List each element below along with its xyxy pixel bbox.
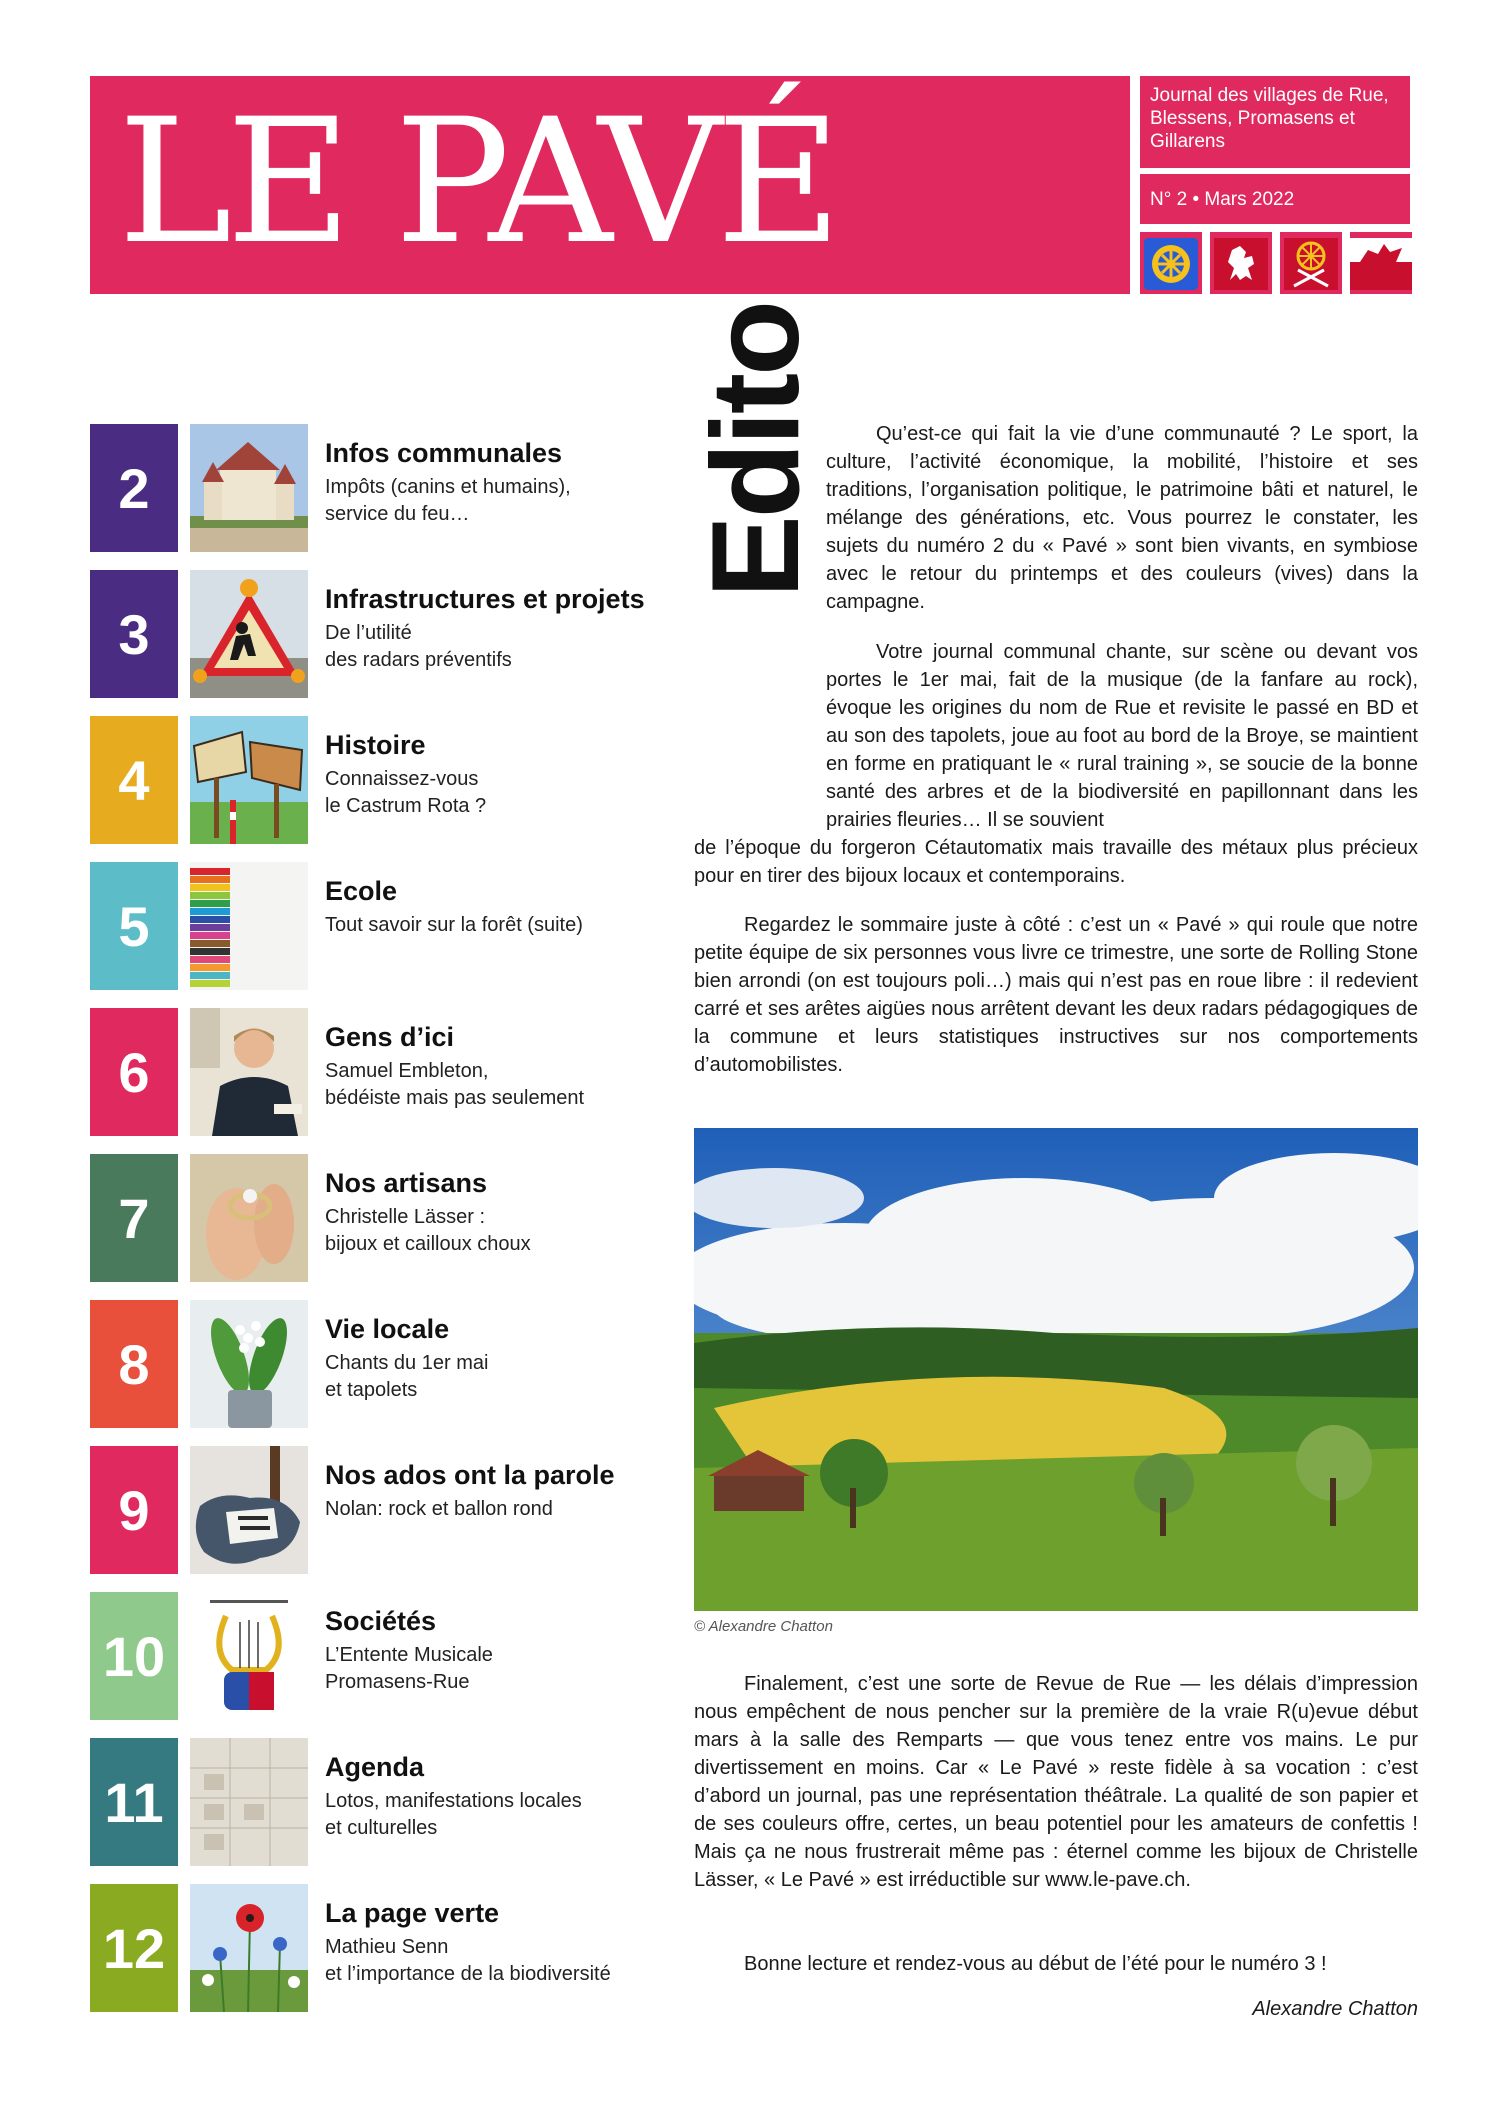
wildflowers-photo	[190, 1884, 308, 2012]
toc-title: Nos artisans	[325, 1168, 488, 1198]
toc-item[interactable]	[90, 1884, 650, 2012]
newspaper-title: LE PAVÉ	[118, 81, 836, 282]
toc-description: Samuel Embleton, bédéiste mais pas seulement	[325, 1060, 585, 1109]
toc-item[interactable]	[90, 424, 650, 552]
photo-credit: © Alexandre Chatton	[694, 1618, 833, 1635]
toc-item[interactable]	[90, 1154, 650, 1282]
edito-closing: Bonne lecture et rendez-vous au début de l’été pour le numéro 3 !	[744, 1953, 1327, 1975]
toc-title: Infrastructures et projets	[325, 584, 645, 614]
toc-title: Gens d’ici	[325, 1022, 455, 1052]
wheel-crest-icon	[1140, 232, 1202, 294]
wheel-keys-crest-icon	[1280, 232, 1342, 294]
toc-item[interactable]	[90, 1446, 650, 1574]
toc-description: Nolan: rock et ballon rond	[325, 1498, 553, 1520]
toc-description: Mathieu Senn et l’importance de la biodiversité	[325, 1936, 611, 1985]
issue-label: N° 2 • Mars 2022	[1150, 189, 1295, 210]
edito-paragraph-3: Regardez le sommaire juste à côté : c’est un « Pavé » qui roule que notre petite équipe de six personnes vous livre ce trimestre, une sorte de Rolling Stone bien arrondi (on est toujours poli…) mais qui n’est pas en roue libre : il redevient carré et ses arêtes aigües nous arrêtent devant les deux radars pédagogiques de la commune et leurs statistiques instructives sur nos comportements d’automobilistes.	[694, 914, 1418, 1076]
comic-panel-image	[190, 716, 308, 844]
colored-pencils-photo	[190, 862, 308, 990]
page-number-badge: 8	[90, 1300, 178, 1428]
toc-title: Ecole	[325, 876, 398, 906]
lyre-emblem-image	[190, 1592, 308, 1720]
toc-description: Tout savoir sur la forêt (suite)	[325, 914, 583, 936]
edito-paragraph-2: Votre journal communal chante, sur scène ou devant vos portes le 1er mai, fait de la musique (de la fanfare au rock), évoque les origines du nom de Rue et revisite le passé en BD et au son des tapolets, joue au foot au bord de la Broye, se maintient en forme en pratiquant le « rural training », se soucie de la bonne santé des arbres et de la biodiversité en papillonnant dans les prairies fleuries… Il se souvient	[826, 641, 1418, 831]
toc-item[interactable]	[90, 716, 650, 844]
author-signature: Alexandre Chatton	[1252, 1998, 1418, 2020]
toc-title: Histoire	[325, 730, 426, 760]
landscape-photo	[694, 1128, 1418, 1611]
edito-paragraph-2-continued: de l’époque du forgeron Cétautomatix mais travaille des métaux plus précieux pour en tirer des bijoux locaux et contemporains.	[694, 837, 1418, 887]
calendar-photo	[190, 1738, 308, 1866]
toc-description: De l’utilité des radars préventifs	[325, 622, 512, 671]
tagline-box	[1140, 76, 1410, 168]
page-number-badge: 10	[90, 1592, 178, 1720]
page-number-badge: 2	[90, 424, 178, 552]
portrait-photo	[190, 1008, 308, 1136]
toc-title: La page verte	[325, 1898, 500, 1928]
toc-title: Vie locale	[325, 1314, 450, 1344]
roadwork-sign-photo	[190, 570, 308, 698]
lion-crest-icon	[1210, 232, 1272, 294]
page-number-badge: 4	[90, 716, 178, 844]
toc-title: Infos communales	[325, 438, 563, 468]
toc-title: Sociétés	[325, 1606, 437, 1636]
page-number-badge: 11	[90, 1738, 178, 1866]
toc-item[interactable]	[90, 1008, 650, 1136]
page-number-badge: 7	[90, 1154, 178, 1282]
edito-heading: Edito	[687, 303, 825, 598]
edito-paragraph-4: Finalement, c’est une sorte de Revue de Rue — les délais d’impression nous empêchent de nous pencher sur la première de la vraie R(u)evue début mars à la salle des Remparts — que vous tenez entre vos mains. Le pur divertissement en moins. Car « Le Pavé » reste fidèle à sa vocation : c’est d’abord un journal, pas une représentation théâtrale. La qualité de son papier et de ses couleurs offre, certes, un beau potentiel pour les amateurs de confettis ! Mais ça ne nous frustrerait même pas : éternel comme les bijoux de Christelle Lässer, « Le Pavé » est irréductible sur www.le-pave.ch.	[694, 1673, 1418, 1891]
tagline: Journal des villages de Rue, Blessens, Promasens et Gillarens	[1150, 85, 1389, 152]
guitar-photo	[190, 1446, 308, 1574]
toc-item[interactable]	[90, 862, 650, 990]
ring-photo	[190, 1154, 308, 1282]
castle-photo	[190, 424, 308, 552]
toc-item[interactable]	[90, 1592, 650, 1720]
toc-description: L’Entente Musicale Promasens-Rue	[325, 1644, 493, 1693]
page-number-badge: 6	[90, 1008, 178, 1136]
village-crests	[1140, 232, 1410, 294]
toc-description: Chants du 1er mai et tapolets	[325, 1352, 489, 1401]
page-number-badge: 9	[90, 1446, 178, 1574]
masthead	[90, 76, 1130, 294]
issue-box	[1140, 174, 1410, 224]
lily-of-valley-photo	[190, 1300, 308, 1428]
edito-paragraph-1: Qu’est-ce qui fait la vie d’une communauté ? Le sport, la culture, l’activité économique, la mobilité, l’histoire et ses traditions, l’organisation politique, le patrimoine bâti et naturel, le mélange des générations, etc. Vous pourrez le constater, les sujets du numéro 2 du « Pavé » sont bien vivants, en symbiose avec le retour du printemps et des couleurs (vives) dans la campagne.	[826, 423, 1418, 613]
page-number-badge: 3	[90, 570, 178, 698]
toc-item[interactable]	[90, 570, 650, 698]
toc-description: Impôts (canins et humains), service du feu…	[325, 476, 571, 525]
griffin-crest-icon	[1350, 232, 1412, 294]
page-number-badge: 12	[90, 1884, 178, 2012]
toc-title: Nos ados ont la parole	[325, 1460, 615, 1490]
toc-title: Agenda	[325, 1752, 425, 1782]
page-number-badge: 5	[90, 862, 178, 990]
toc-description: Lotos, manifestations locales et culturelles	[325, 1790, 582, 1839]
toc-description: Connaissez-vous le Castrum Rota ?	[325, 768, 487, 817]
toc-item[interactable]	[90, 1738, 650, 1866]
toc-description: Christelle Lässer : bijoux et cailloux choux	[325, 1206, 531, 1255]
toc-item[interactable]	[90, 1300, 650, 1428]
